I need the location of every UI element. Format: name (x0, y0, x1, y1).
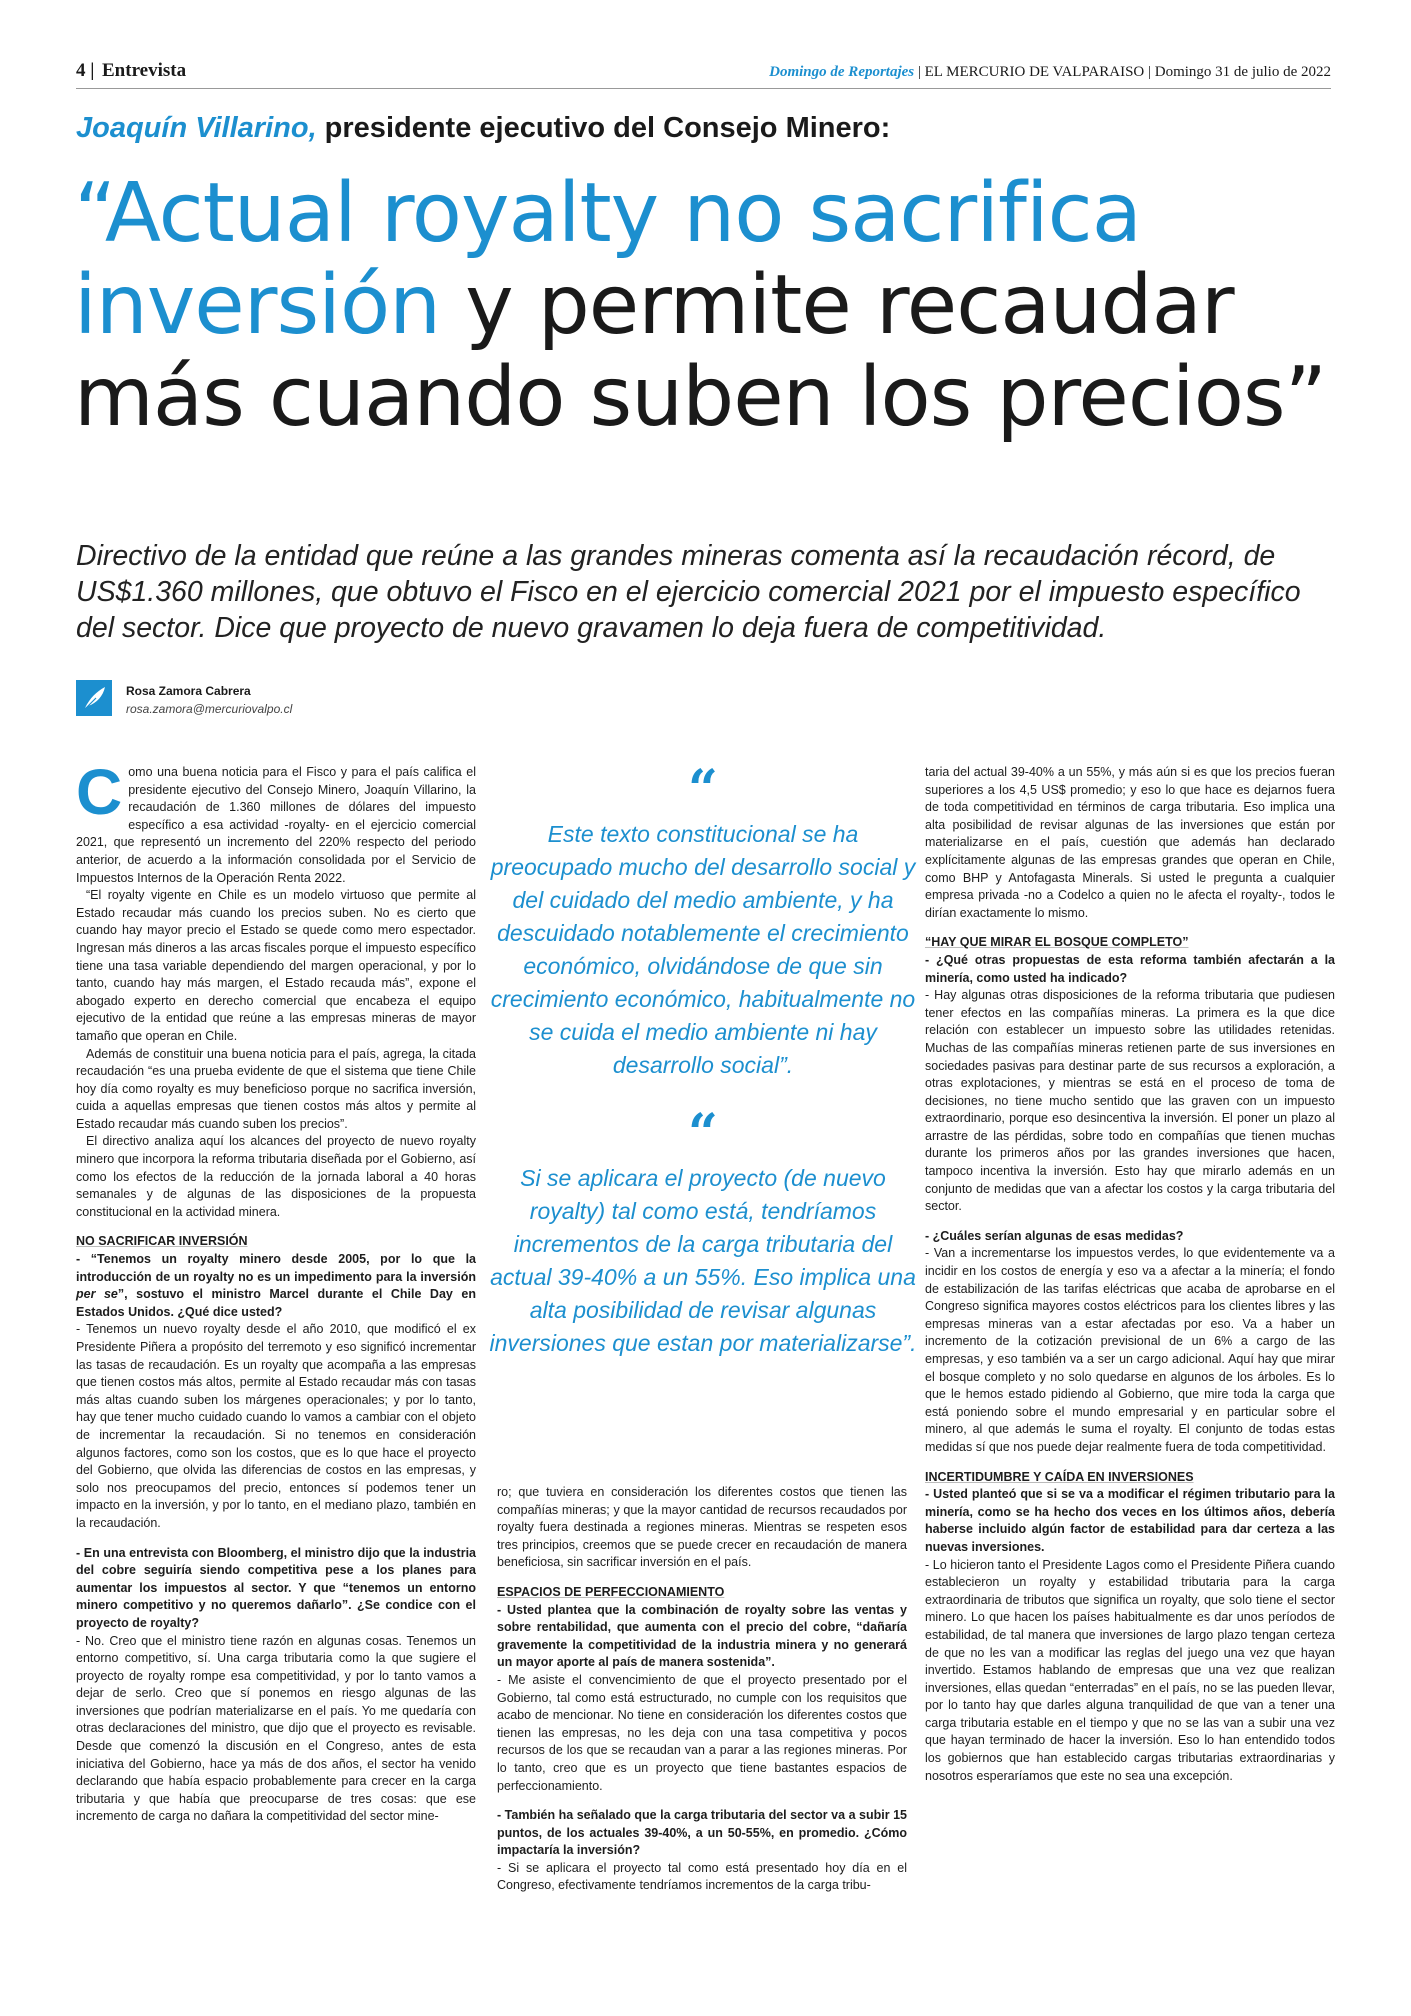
headline (74, 168, 1354, 444)
question: - “Tenemos un royalty minero desde 2005, por lo que la introducción de un royalty no es un impedimento para la inversión per se”, sostuvo el ministro Marcel durante el Chile Day en Estados Unidos. ¿Qué dice usted? (76, 1252, 476, 1319)
deck: Directivo de la entidad que reúne a las grandes mineras comenta así la recaudación récord, de US$1.360 millones, que obtuvo el Fisco en el ejercicio comercial 2021 por el impuesto específico del sector. Dice que proyecto de nuevo gravamen lo deja fuera de competitividad. (76, 540, 1301, 644)
headline-rest: y permite recaudar más cuando suben los precios” (74, 258, 1327, 445)
page-number: 4 | (76, 60, 95, 81)
question: - En una entrevista con Bloomberg, el ministro dijo que la industria del cobre seguiría siendo competitiva pese a los planes para aumentar los impuestos al sector. Y que “tenemos un entorno minero competitivo y no queremos dañarlo”. ¿Se condice con el proyecto de royalty? (76, 1545, 476, 1630)
quote-mark-icon: “ (688, 1103, 718, 1164)
paragraph: El directivo analiza aquí los alcances del proyecto de nuevo royalty minero que incorpora la reforma tributaria diseñada por el Gobierno, así como los efectos de la reducción de la jornada laboral a 40 horas semanales y de algunas de las disposiciones de la propuesta constitucional en la actividad minera. (76, 1134, 476, 1219)
subheading: “HAY QUE MIRAR EL BOSQUE COMPLETO” (925, 935, 1189, 950)
quote-mark-icon: “ (688, 759, 718, 820)
section-name: Entrevista (102, 60, 187, 81)
byline (76, 680, 576, 726)
column-2 (497, 1484, 907, 1895)
answer: - Van a incrementarse los impuestos verdes, lo que evidentemente va a incidir en los costos de energía y eso va a afectar a la minería; el fondo de estabilización de las tarifas eléctricas que acaba de aprobarse en el Congreso significa mayores costos eléctricos para los clientes libres y las empresas mineras van a estar afectadas por eso. Va a haber un incremento de la cotización previsional de un 6% a cargo de las empresas, y eso también va a ser un cargo adicional. Aquí hay que mirar el bosque completo y no solo quedarse en algunos de los árboles. Es lo que le hemos estado pidiendo al Gobierno, que mire toda la carga que está poniendo sobre el mundo empresarial y en particular sobre el minero, al que además le suma el royalty. El conjunto de todas estas medidas sí que nos puede dejar realmente fuera de toda competitividad. (925, 1246, 1335, 1454)
column-1 (76, 756, 476, 1826)
question: - ¿Cuáles serían algunas de esas medidas? (925, 1228, 1184, 1243)
subheading: NO SACRIFICAR INVERSIÓN (76, 1234, 248, 1249)
drop-cap: C (76, 756, 123, 828)
paragraph: taria del actual 39-40% a un 55%, y más aún si es que los precios fueran superiores a los 4,5 US$ promedio; y eso lo que hace es dejarnos fuera de toda competitividad en términos de carga tributaria. Eso implica una alta posibilidad de revisar algunas de las inversiones que están por materializarse en el país, cuestión que además han declarado explícitamente algunas de las empresas grandes que operan en Chile, como BHP y Antofagasta Minerals. Si usted le pregunta a cualquier empresa privada -no a Codelco a quien no le afecta el royalty-, todos le dirían exactamente lo mismo. (925, 765, 1335, 920)
headline-highlight: “Actual royalty no sacrifica inversión (74, 166, 1141, 353)
feather-icon (76, 680, 112, 716)
column-3 (925, 764, 1335, 1785)
page-header (76, 58, 1331, 89)
question: - ¿Qué otras propuestas de esta reforma también afectarán a la minería, como usted ha indicado? (925, 952, 1335, 985)
paragraph: ro; que tuviera en consideración los diferentes costos que tienen las compañías mineras; y que la mayor cantidad de recursos recaudados por royalty fuera destinada a regiones mineras. Mientras se respeten esos tres principios, creemos que se puede crecer en recaudación de manera beneficiosa, sin sacrificar inversión en el país. (497, 1485, 907, 1570)
paragraph: Además de constituir una buena noticia para el país, agrega, la citada recaudación “es una prueba evidente de que el sistema que tiene Chile hoy día como royalty es muy beneficioso porque no sacrifica inversión, cuida a aquellas empresas que tienen costos más altos y permite al Estado recaudar más cuando suben los precios”. (76, 1046, 476, 1131)
paragraph: “El royalty vigente en Chile es un modelo virtuoso que permite al Estado recaudar más cuando los precios suben. No es cierto que cuando hay mayor precio el Estado se quede como mero espectador. Ingresan más dineros a las arcas fiscales porque el impuesto específico tiene una tasa variable dependiendo del margen operacional, y por lo tanto, cuando hay más margen, el Estado recauda más”, expone el abogado experto en derecho comercial que encabeza el equipo ejecutivo de la entidad que reúne a las empresas mineras de mayor tamaño que operan en Chile. (76, 888, 476, 1043)
pull-quote-1: Este texto constitucional se ha preocupado mucho del desarrollo social y del cuidado del medio ambiente, y ha descuidado notablemente el crecimiento económico, olvidándose de que sin crecimiento económico, habitualmente no se cuida el medio ambiente ni hay desarrollo social”. (490, 821, 916, 1078)
subheading: INCERTIDUMBRE Y CAÍDA EN INVERSIONES (925, 1469, 1194, 1484)
answer: - Si se aplicara el proyecto tal como está presentado hoy día en el Congreso, efectivamente tendríamos incrementos de la carga tribu- (497, 1860, 907, 1893)
kicker-role: presidente ejecutivo del Consejo Minero: (316, 112, 891, 144)
kicker (76, 112, 890, 145)
answer: - Tenemos un nuevo royalty desde el año 2010, que modificó el ex Presidente Piñera a propósito del terremoto y eso significó incrementar las tasas de recaudación. Es un royalty que acompaña a las empresas que tienen costos más altos, permite al Estado recaudar más con tasas más altas cuando suben los márgenes operacionales; y por lo tanto, hay que tener mucho cuidado cuando lo vamos a cambiar con el objeto de incrementar la recaudación. Si no tenemos en consideración algunos factores, como son los costos, que es lo que hace el proyecto del Gobierno, que olvida las diferencias de costos en las empresas, y solo nos preocupamos del precio, entonces sí podemos tener un impacto en la inversión, y por lo tanto, en el mediano plazo, también en la recaudación. (76, 1322, 476, 1530)
pull-quote-2: Si se aplicara el proyecto (de nuevo royalty) tal como está, tendríamos incrementos de la carga tributaria del actual 39-40% a un 55%. Eso implica una alta posibilidad de revisar algunas inversiones que estan por materializarse”. (489, 1165, 917, 1356)
pull-quote-box (488, 759, 918, 1360)
author-email[interactable]: rosa.zamora@mercuriovalpo.cl (126, 702, 293, 716)
subheading: ESPACIOS DE PERFECCIONAMIENTO (497, 1584, 725, 1599)
supplement-name: Domingo de Reportajes (769, 64, 915, 80)
answer: - No. Creo que el ministro tiene razón en algunas cosas. Tenemos un entorno competitivo, sí. Una carga tributaria como la que sugiere el proyecto de royalty rompe esa competitividad, y por lo tanto vamos a dejar de serlo. Creo que sí ponemos en riesgo algunas de las inversiones que podrían materializarse en el país. Yo me quedaría con otras declaraciones del ministro, que dijo que el proyecto es revisable. Desde que comenzó la discusión en el Congreso, antes de esta iniciativa del Gobierno, hace ya más de dos años, el sector ha venido declarando que había espacio probablemente para crecer en la carga tributaria y que había que preocuparse de tres cosas: que ese incremento de carga no dañara la competitividad del sector mine- (76, 1633, 476, 1824)
author-name: Rosa Zamora Cabrera (126, 684, 251, 698)
kicker-name: Joaquín Villarino, (76, 112, 317, 144)
question: - También ha señalado que la carga tributaria del sector va a subir 15 puntos, de los actuales 39-40%, a un 50-55%, en promedio. ¿Cómo impactaría la inversión? (497, 1808, 907, 1858)
question: - Usted plantea que la combinación de royalty sobre las ventas y sobre rentabilidad, que aumenta con el precio del cobre, “dañaría gravemente la competitividad de la industria minera y no generará un mayor aporte al país de manera sostenida”. (497, 1602, 907, 1670)
answer: - Me asiste el convencimiento de que el proyecto presentado por el Gobierno, tal como está estructurado, no cumple con los requisitos que acabo de mencionar. No tiene en consideración los diferentes costos que tienen las empresas, no les deja con una tasa competitiva y pocos recursos de los que se recaudan van a parar a las regiones mineras. Por lo tanto, creo que es un proyecto que tiene bastantes espacios de perfeccionamiento. (497, 1672, 907, 1793)
paragraph: Como una buena noticia para el Fisco y para el país califica el presidente ejecutivo del Consejo Minero, Joaquín Villarino, la recaudación de 1.360 millones de dólares del impuesto específico a esa actividad -royalty- en el ejercicio comercial 2021, que representó un incremento del 220% respecto del periodo anterior, de acuerdo a la información consolidada por el Servicio de Impuestos Internos de la Operación Renta 2022. (76, 756, 476, 885)
answer: - Lo hicieron tanto el Presidente Lagos como el Presidente Piñera cuando establecieron un royalty y estabilidad tributaria para la carga extraordinaria de tributos que significa un royalty, que solo tiene el sector minero. Lo que hacen los países habitualmente es dar unos períodos de estabilidad, de tal manera que inversiones de largo plazo tengan certeza de que no les van a modificar las reglas del juego una vez que hayan invertido. Estamos hablando de empresas que una vez que realizan inversiones, ellas quedan “enterradas” en el país, no se las pueden llevar, por lo tanto hay que darles alguna tranquilidad de que van a tener una carga tributaria estable en el tiempo y que no se las van a subir una vez que hayan terminado de hacer la inversión. Eso lo han entendido todos los gobiernos que han establecido cargas tributarias extraordinarias y nosotros esperaríamos que este no sea una excepción. (925, 1557, 1335, 1783)
question: - Usted planteó que si se va a modificar el régimen tributario para la minería, como se ha hecho dos veces en los últimos años, debería haberse incluido algún factor de estabilidad para dar certeza a las nuevas inversiones. (925, 1487, 1335, 1554)
masthead (769, 64, 1331, 81)
answer: - Hay algunas otras disposiciones de la reforma tributaria que pudiesen tener efectos en las compañías mineras. La primera es la que dice relación con establecer un impuesto sobre las utilidades retenidas. Muchas de las compañías mineras retienen parte de sus inversiones en sociedades pasivas para destinar parte de sus recursos a exploración, a otras explotaciones, y mientras se está en el proceso de toma de decisiones, no tiene mucho sentido que las graven con un impuesto extraordinario, porque eso desincentiva la inversión. El poner un plazo al arrastre de las pérdidas, sobre todo en compañías que tienen muchas durante los primeros años por las grandes inversiones que hacen, tampoco incentiva la inversión. Esto hay que mirarlo además en un conjunto de medidas que van a afectar los costos y la carga tributaria del sector. (925, 988, 1335, 1214)
masthead-date: | EL MERCURIO DE VALPARAISO | Domingo 31 de julio de 2022 (917, 64, 1331, 80)
